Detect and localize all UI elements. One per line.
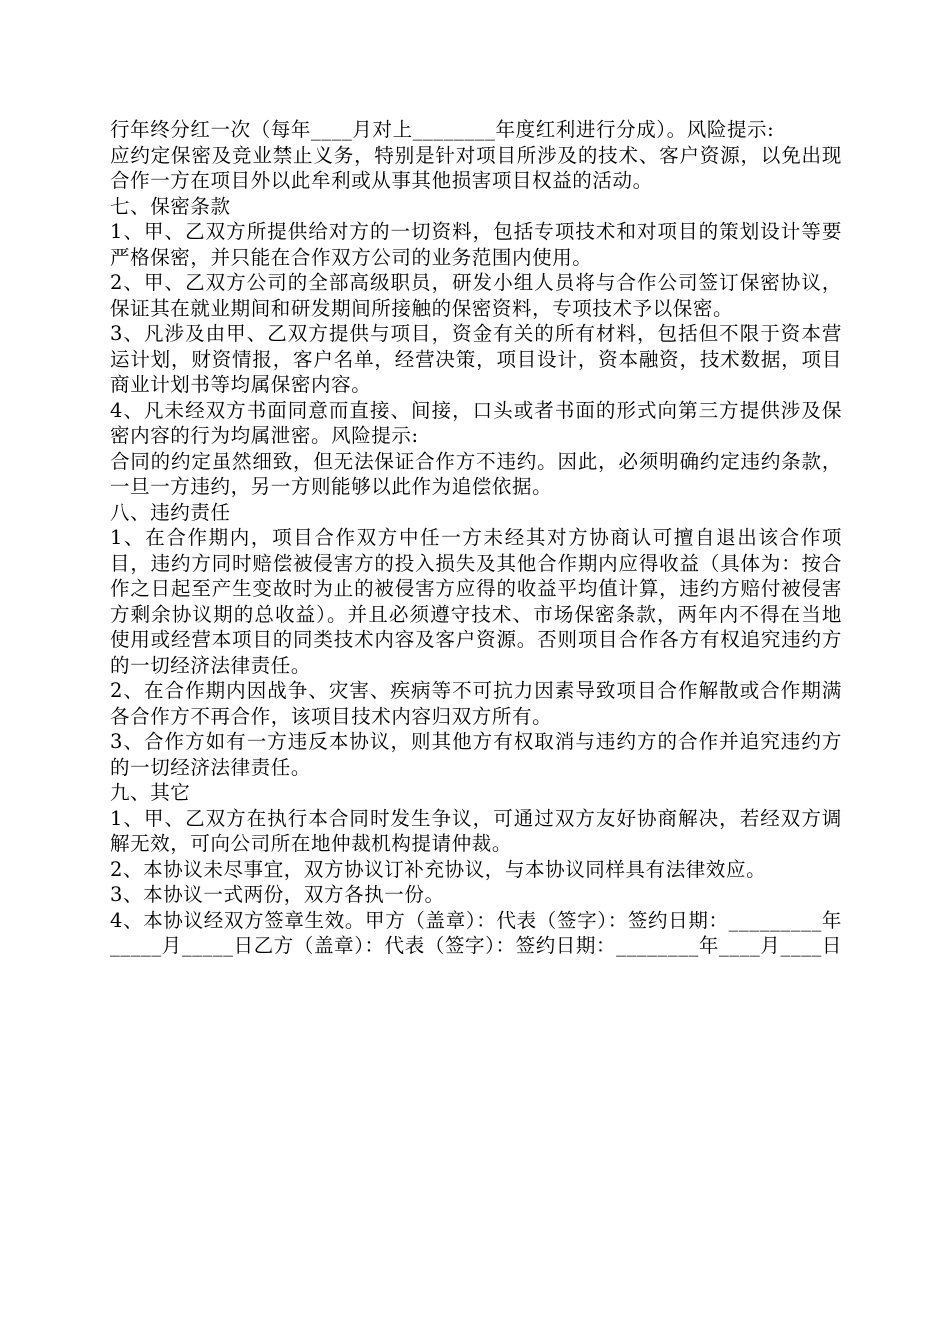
document-body <box>110 117 842 959</box>
paragraph-profit-sharing: 行年终分红一次（每年____月对上________年度红利进行分成）。风险提示: <box>110 118 775 141</box>
section-heading-liability: 八、违约责任 <box>110 500 231 524</box>
clause-7-2: 2、甲、乙双方公司的全部高级职员，研发小组人员将与合作公司签订保密协议，保证其在就业期间和研发期间所接触的保密资料，专项技术予以保密。 <box>110 271 842 320</box>
paragraph-breach-note: 合同的约定虽然细致，但无法保证合作方不违约。因此，必须明确约定违约条款，一旦一方违约，另一方则能够以此作为追偿依据。 <box>110 449 842 498</box>
clause-9-2: 2、本协议未尽事宜，双方协议订补充协议，与本协议同样具有法律效应。 <box>110 857 767 881</box>
section-heading-other: 九、其它 <box>110 781 191 804</box>
clause-9-4-signature: 4、本协议经双方签章生效。甲方（盖章）：代表（签字）：签约日期：_________年_____月_____日乙方（盖章）：代表（签字）：签约日期：________年____月____日 <box>110 908 842 957</box>
clause-7-4: 4、凡未经双方书面同意而直接、间接，口头或者书面的形式向第三方提供涉及保密内容的行为均属泄密。风险提示: <box>110 398 842 447</box>
clause-8-1: 1、在合作期内，项目合作双方中任一方未经其对方协商认可擅自退出该合作项目，违约方同时赔偿被侵害方的投入损失及其他合作期内应得收益（具体为：按合作之日起至产生变故时为止的被侵害方应得的收益平均值计算，违约方赔付被侵害方剩余协议期的总收益）。并且必须遵守技术、市场保密条款，两年内不得在当地使用或经营本项目的同类技术内容及客户资源。否则项目合作各方有权追究违约方的一切经济法律责任。 <box>110 526 842 677</box>
clause-8-2: 2、在合作期内因战争、灾害、疾病等不可抗力因素导致项目合作解散或合作期满各合作方不再合作，该项目技术内容归双方所有。 <box>110 679 842 728</box>
paragraph-noncompete-note: 应约定保密及竞业禁止义务，特别是针对项目所涉及的技术、客户资源，以免出现合作一方在项目外以此牟利或从事其他损害项目权益的活动。 <box>110 143 842 192</box>
clause-7-1: 1、甲、乙双方所提供给对方的一切资料，包括专项技术和对项目的策划设计等要严格保密，并只能在合作双方公司的业务范围内使用。 <box>110 220 842 269</box>
clause-9-1: 1、甲、乙双方在执行本合同时发生争议，可通过双方友好协商解决，若经双方调解无效，可向公司所在地仲裁机构提请仲裁。 <box>110 806 842 855</box>
clause-8-3: 3、合作方如有一方违反本协议，则其他方有权取消与违约方的合作并追究违约方的一切经济法律责任。 <box>110 730 842 779</box>
clause-9-3: 3、本协议一式两份，双方各执一份。 <box>110 883 445 906</box>
section-heading-confidentiality: 七、保密条款 <box>110 194 231 218</box>
clause-7-3: 3、凡涉及由甲、乙双方提供与项目，资金有关的所有材料，包括但不限于资本营运计划，财资情报，客户名单，经营决策，项目设计，资本融资，技术数据，项目商业计划书等均属保密内容。 <box>110 322 842 396</box>
